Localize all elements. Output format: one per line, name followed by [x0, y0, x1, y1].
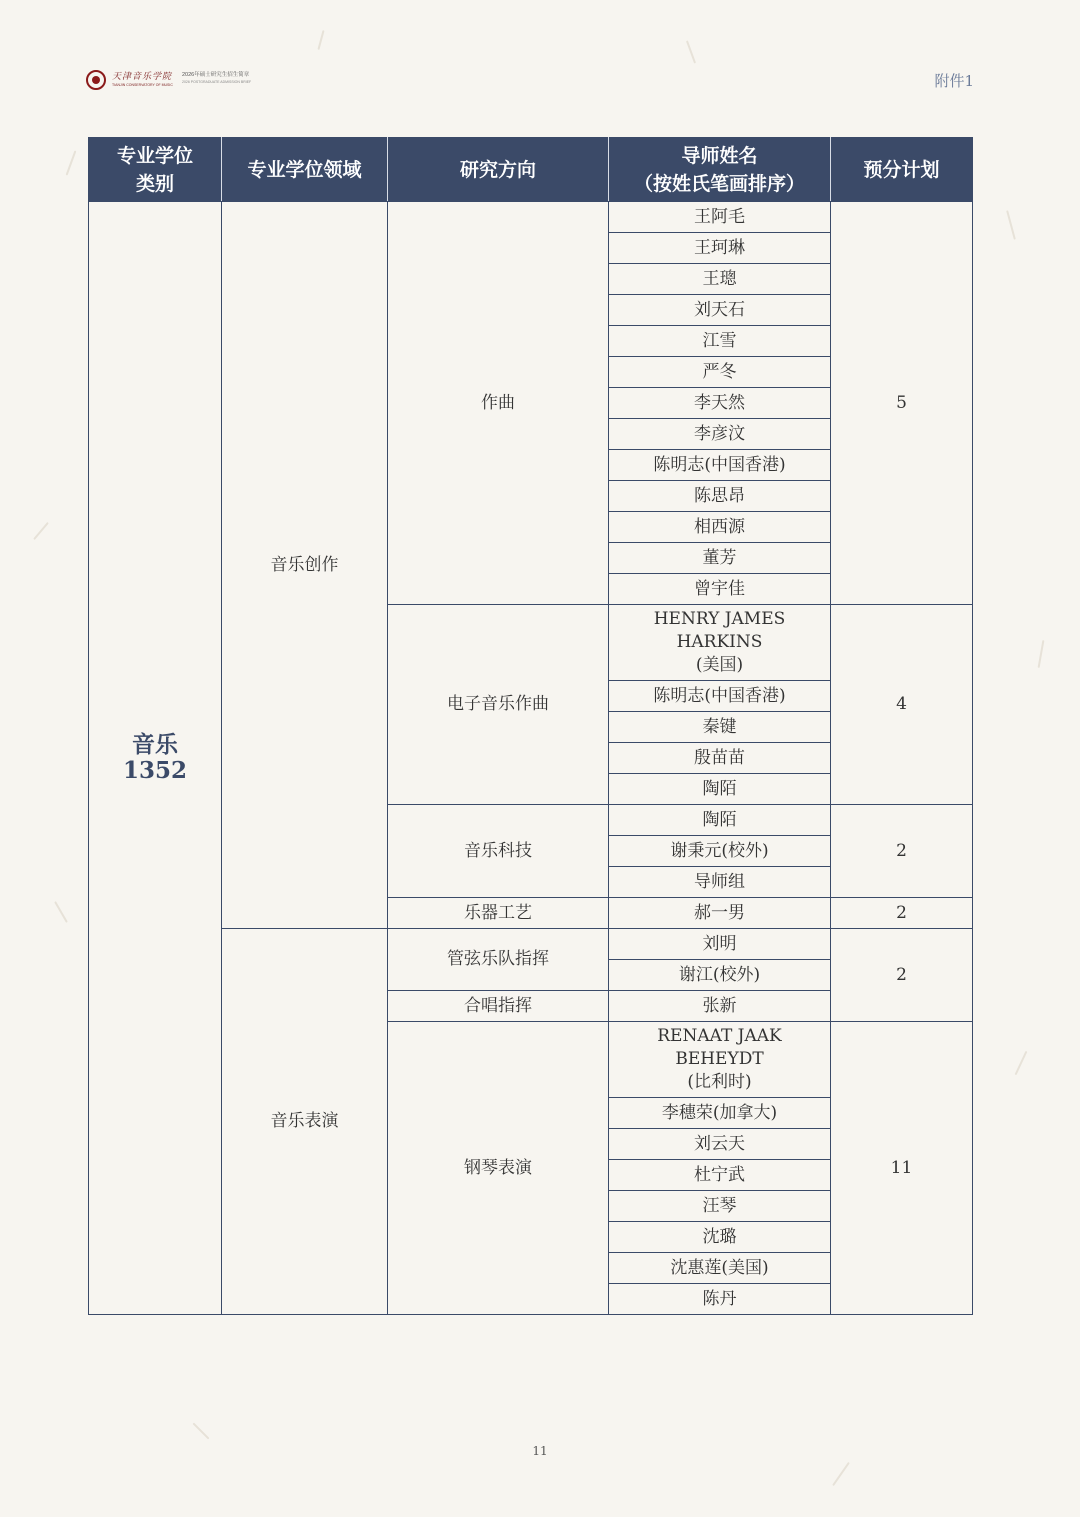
subtitle-cn: 2026年硕士研究生招生简章	[182, 72, 250, 78]
advisor-cell: 江雪	[609, 326, 831, 357]
advisor-cell: 陈明志(中国香港)	[609, 450, 831, 481]
advisor-cell: 沈惠莲(美国)	[609, 1253, 831, 1284]
advisor-cell: 张新	[609, 991, 831, 1022]
logo-en: TIANJIN CONSERVATORY OF MUSIC	[112, 83, 173, 87]
direction-cell: 合唱指挥	[388, 991, 609, 1022]
logo-cn: 天津音乐学院	[112, 72, 173, 82]
field-cell: 音乐创作	[222, 202, 388, 929]
advisor-cell: 相西源	[609, 512, 831, 543]
advisor-cell: 沈璐	[609, 1222, 831, 1253]
col-header-plan: 预分计划	[831, 138, 973, 202]
col-header-category: 专业学位 类别	[89, 138, 222, 202]
advisor-cell: 陶陌	[609, 805, 831, 836]
advisor-cell: 严冬	[609, 357, 831, 388]
subtitle-en: 2026 POSTGRADUATE ADMISSION BRIEF	[182, 80, 252, 84]
advisor-cell: 李穗荣(加拿大)	[609, 1098, 831, 1129]
advisor-cell: 王璁	[609, 264, 831, 295]
plan-cell: 11	[831, 1022, 973, 1315]
plan-cell: 2	[831, 929, 973, 1022]
advisor-cell: 汪琴	[609, 1191, 831, 1222]
advisor-table	[88, 137, 973, 1315]
plan-cell: 2	[831, 898, 973, 929]
plan-cell: 5	[831, 202, 973, 605]
advisor-cell: 李天然	[609, 388, 831, 419]
direction-cell: 钢琴表演	[388, 1022, 609, 1315]
table-row	[89, 202, 973, 233]
advisor-cell: 曾宇佳	[609, 574, 831, 605]
direction-cell: 乐器工艺	[388, 898, 609, 929]
col-header-direction: 研究方向	[388, 138, 609, 202]
advisor-cell: 刘明	[609, 929, 831, 960]
school-seal-icon	[86, 70, 106, 90]
advisor-cell: RENAAT JAAK BEHEYDT (比利时)	[609, 1022, 831, 1098]
school-logo	[86, 69, 173, 91]
advisor-cell: 郝一男	[609, 898, 831, 929]
direction-cell: 作曲	[388, 202, 609, 605]
advisor-cell: 杜宁武	[609, 1160, 831, 1191]
page-number: 11	[532, 1444, 548, 1458]
page-header	[86, 66, 976, 96]
advisor-cell: 刘云天	[609, 1129, 831, 1160]
advisor-cell: 殷苗苗	[609, 743, 831, 774]
advisor-cell: 李彦汶	[609, 419, 831, 450]
degree-category-cell: 音乐 1352	[89, 202, 222, 1315]
col-header-field: 专业学位领域	[222, 138, 388, 202]
advisor-cell: 陶陌	[609, 774, 831, 805]
advisor-cell: 刘天石	[609, 295, 831, 326]
advisor-cell: HENRY JAMES HARKINS (美国)	[609, 605, 831, 681]
appendix-label: 附件1	[934, 72, 974, 90]
direction-cell: 电子音乐作曲	[388, 605, 609, 805]
plan-cell: 2	[831, 805, 973, 898]
advisor-cell: 陈明志(中国香港)	[609, 681, 831, 712]
advisor-cell: 董芳	[609, 543, 831, 574]
table-header-row	[89, 138, 973, 202]
header-subtitle	[182, 71, 251, 85]
col-header-advisor: 导师姓名 （按姓氏笔画排序）	[609, 138, 831, 202]
advisor-cell: 陈思昂	[609, 481, 831, 512]
advisor-cell: 秦键	[609, 712, 831, 743]
advisor-cell: 导师组	[609, 867, 831, 898]
field-cell: 音乐表演	[222, 929, 388, 1315]
direction-cell: 音乐科技	[388, 805, 609, 898]
advisor-cell: 王珂琳	[609, 233, 831, 264]
advisor-cell: 谢江(校外)	[609, 960, 831, 991]
direction-cell: 管弦乐队指挥	[388, 929, 609, 991]
plan-cell: 4	[831, 605, 973, 805]
advisor-cell: 陈丹	[609, 1284, 831, 1315]
advisor-cell: 王阿毛	[609, 202, 831, 233]
advisor-cell: 谢秉元(校外)	[609, 836, 831, 867]
table-row	[89, 929, 973, 960]
